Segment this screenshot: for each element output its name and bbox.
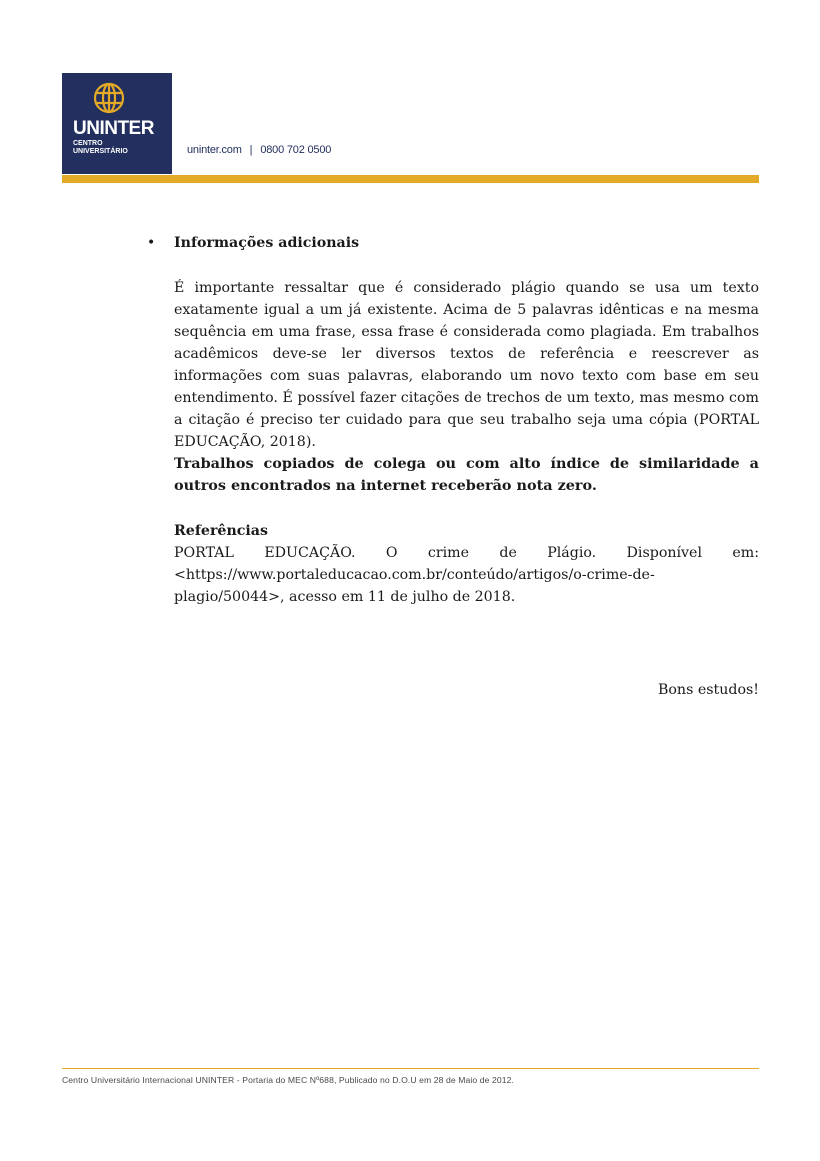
closing-text: Bons estudos! [657, 682, 759, 698]
logo-subtitle-line2: UNIVERSITÁRIO [73, 148, 128, 155]
bullet-icon: • [147, 235, 156, 251]
reference-word: de [499, 545, 517, 561]
header-contact [187, 144, 331, 156]
reference-word: em: [732, 545, 759, 561]
uninter-logo [62, 73, 172, 174]
logo-subtitle [73, 140, 168, 156]
document-body [174, 232, 759, 608]
phone-text: 0800 702 0500 [260, 144, 332, 156]
reference-word: O [385, 545, 398, 561]
reference-line-3: plagio/50044>, acesso em 11 de julho de 2018. [174, 589, 516, 605]
reference-line-1 [174, 542, 759, 564]
reference-word: Plágio. [547, 545, 597, 561]
reference-word: Disponível [626, 545, 702, 561]
reference-word: EDUCAÇÃO. [264, 545, 356, 561]
reference-word: crime [427, 545, 470, 561]
reference-entry [174, 542, 759, 608]
reference-word: PORTAL [174, 545, 234, 561]
footer-text: Centro Universitário Internacional UNINTER - Portaria do MEC Nº688, Publicado no D.O.U em 28 de Maio de 2012. [62, 1075, 515, 1085]
contact-separator: | [249, 144, 253, 156]
section-title: Informações adicionais [174, 235, 360, 251]
footer-divider [62, 1068, 759, 1069]
logo-wordmark: UNINTER [73, 118, 154, 139]
logo-subtitle-line1: CENTRO [73, 140, 103, 147]
globe-icon [87, 81, 131, 117]
references-title: Referências [174, 523, 268, 539]
reference-url[interactable]: <https://www.portaleducacao.com.br/conteúdo/artigos/o-crime-de- [174, 567, 655, 583]
body-paragraph: É importante ressaltar que é considerado plágio quando se usa um texto exatamente igual a um já existente. Acima de 5 palavras idênticas e na mesma sequência em uma frase, essa frase é considerada como plagiada. Em trabalhos acadêmicos deve-se ler diversos textos de referência e reescrever as informações com suas palavras, elaborando um novo texto com base em seu entendimento. É possível fazer citações de trechos de um texto, mas mesmo com a citação é preciso ter cuidado para que seu trabalho seja uma cópia (PORTAL EDUCAÇÃO, 2018). [174, 280, 759, 450]
header-divider-bar [62, 175, 759, 183]
website-text: uninter.com [187, 144, 242, 156]
plagiarism-warning: Trabalhos copiados de colega ou com alto índice de similaridade a outros encontrados na internet receberão nota zero. [174, 455, 759, 494]
